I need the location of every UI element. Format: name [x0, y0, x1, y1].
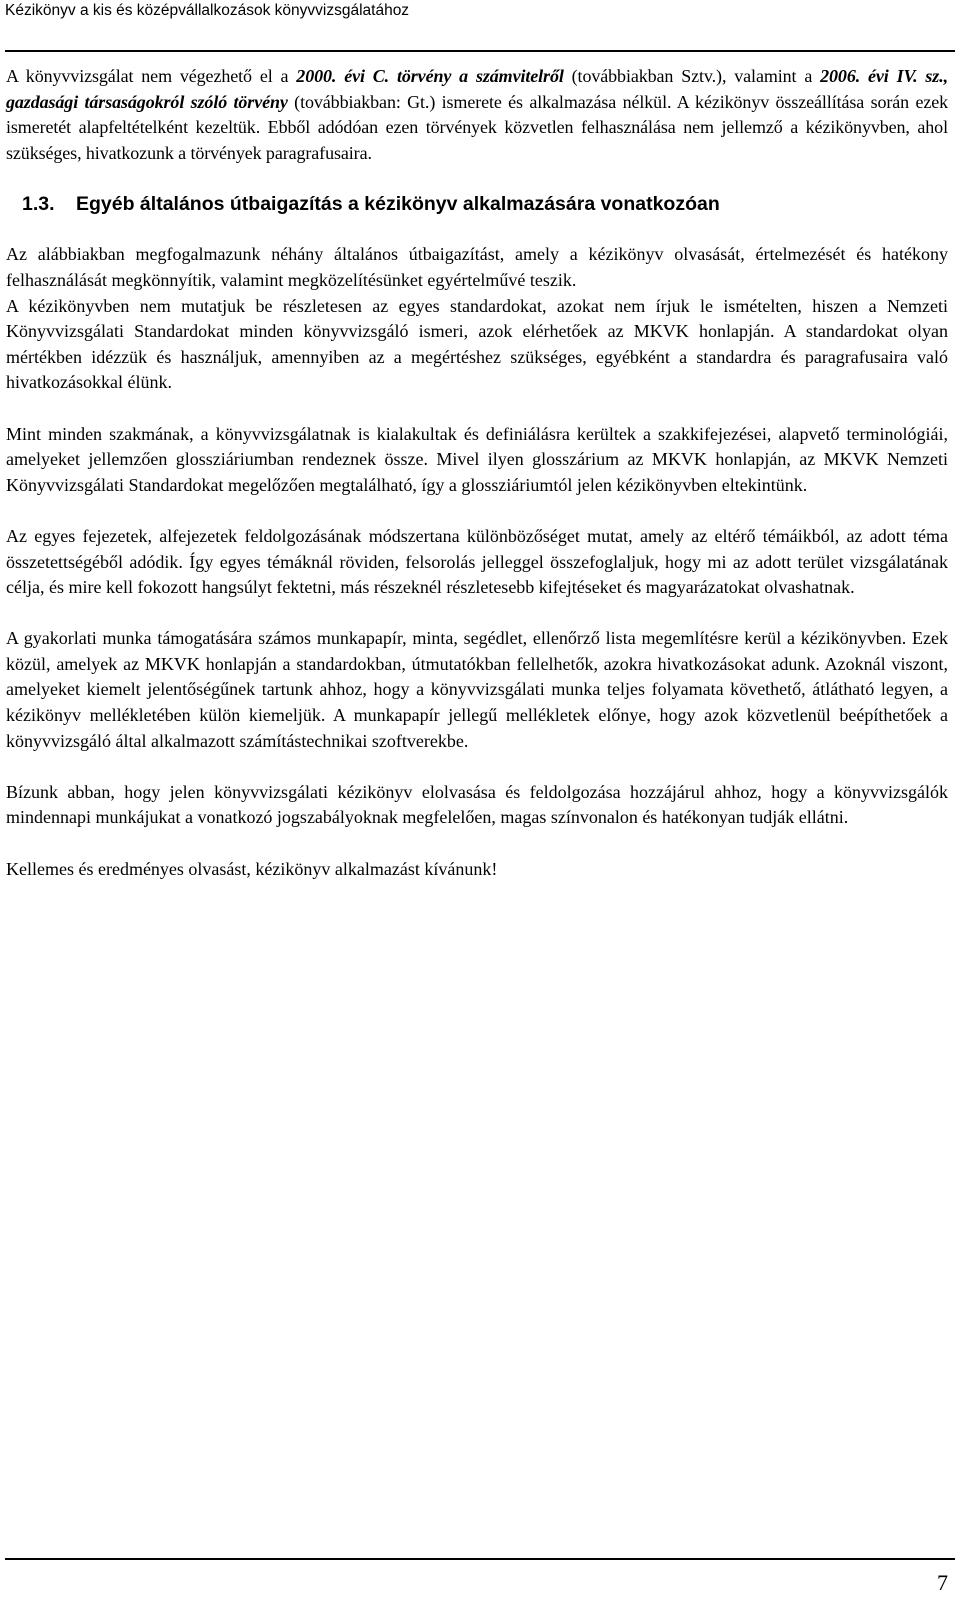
footer-rule — [5, 1558, 955, 1560]
section-heading — [6, 191, 948, 217]
header-title: Kézikönyv a kis és középvállalkozások könyvvizsgálatához — [5, 2, 410, 19]
intro-text-1: A könyvvizsgálat nem végezhető el a — [6, 66, 297, 86]
paragraph-wishes: Kellemes és eredményes olvasást, kézikönyv alkalmazást kívánunk! — [6, 858, 498, 879]
section-title: Egyéb általános útbaigazítás a kézikönyv alkalmazására vonatkozóan — [76, 193, 720, 216]
paragraph-guidance-intro: Az alábbiakban megfogalmazunk néhány általános útbaigazítást, amely a kézikönyv olvasását, értelmezését és hatékony felhasználását megkönnyítik, valamint megközelítésünket egyértelművé teszik. — [6, 244, 948, 290]
paragraph-terminology: Mint minden szakmának, a könyvvizsgálatnak is kialakultak és definiálásra kerültek a szakkifejezései, alapvető terminológiái, amelyeket jellemzően glossziáriumban rendeznek össze. Mivel ilyen glosszárium az MKVK honlapján, az MKVK Nemzeti Könyvvizsgálati Standardokat megelőzően megtalálható, így a glossziáriumtól jelen kézikönyvben eltekintünk. — [6, 423, 948, 495]
intro-text-2: (továbbiakban Sztv.), valamint a — [563, 66, 821, 86]
paragraph-closing: Bízunk abban, hogy jelen könyvvizsgálati kézikönyv elolvasása és feldolgozása hozzájárul ahhoz, hogy a könyvvizsgálók mindennapi munkájukat a vonatkozó jogszabályoknak megfelelően, magas színvonalon és hatékonyan tudják ellátni. — [6, 781, 948, 828]
law-reference-sztv: 2000. évi C. törvény a számvitelről — [296, 66, 564, 86]
intro-paragraph — [6, 64, 948, 166]
paragraph-methodology: Az egyes fejezetek, alfejezetek feldolgozásának módszertana különbözőséget mutat, amely az eltérő témáikból, az adott téma összetettségéből adódik. Így egyes témáknál röviden, felsorolás jelleggel összefoglaljuk, hogy mi az adott terület vizsgálatának célja, és mire kell fokozott hangsúlyt fektetni, más részeknél részletesebb kifejtéseket és magyarázatokat olvashatnak. — [6, 525, 948, 598]
paragraph-standards: A kézikönyvben nem mutatjuk be részletesen az egyes standardokat, azokat nem írjuk le ismételten, hiszen a Nemzeti Könyvvizsgálati Standardokat minden könyvvizsgáló ismeri, azok elérhetőek az MKVK honlapján. A standardokat olyan mértékben idézzük és használjuk, amennyiben az a megértéshez szükséges, egyébként a standardra és paragrafusaira való hivatkozásokkal élünk. — [6, 295, 948, 393]
document-body — [6, 64, 948, 882]
intro-text-3: (továbbiakban: Gt.) ismerete és alkalmazása nélkül. A kézikönyv összeállítása során ezek ismeretét alapfeltételként kezeltük. Ebből adódóan ezen törvények közvetlen felhasználása nem jellemző a kézikönyvben, ahol szükséges, hivatkozunk a törvények paragrafusaira. — [6, 91, 949, 163]
page-number: 7 — [937, 1570, 948, 1595]
paragraph-workpapers: A gyakorlati munka támogatására számos munkapapír, minta, segédlet, ellenőrző lista megemlítésre kerül a kézikönyvben. Ezek közül, amelyek az MKVK honlapján a standardokban, útmutatókban fellelhetők, azokra hivatkozásokat adunk. Azoknál viszont, amelyeket kiemelt jelentőségűnek tartunk ahhoz, hogy a könyvvizsgálati munka teljes folyamata követhető, átlátható legyen, a kézikönyv mellékletében külön kiemeljük. A munkapapír jellegű mellékletek előnye, hogy azok közvetlenül beépíthetőek a könyvvizsgáló által alkalmazott számítástechnikai szoftverekbe. — [6, 628, 948, 751]
section-number: 1.3. — [22, 193, 55, 216]
law-reference-gt: 2006. évi IV. sz., gazdasági társaságokról szóló törvény — [6, 66, 948, 112]
page-header — [5, 0, 955, 52]
